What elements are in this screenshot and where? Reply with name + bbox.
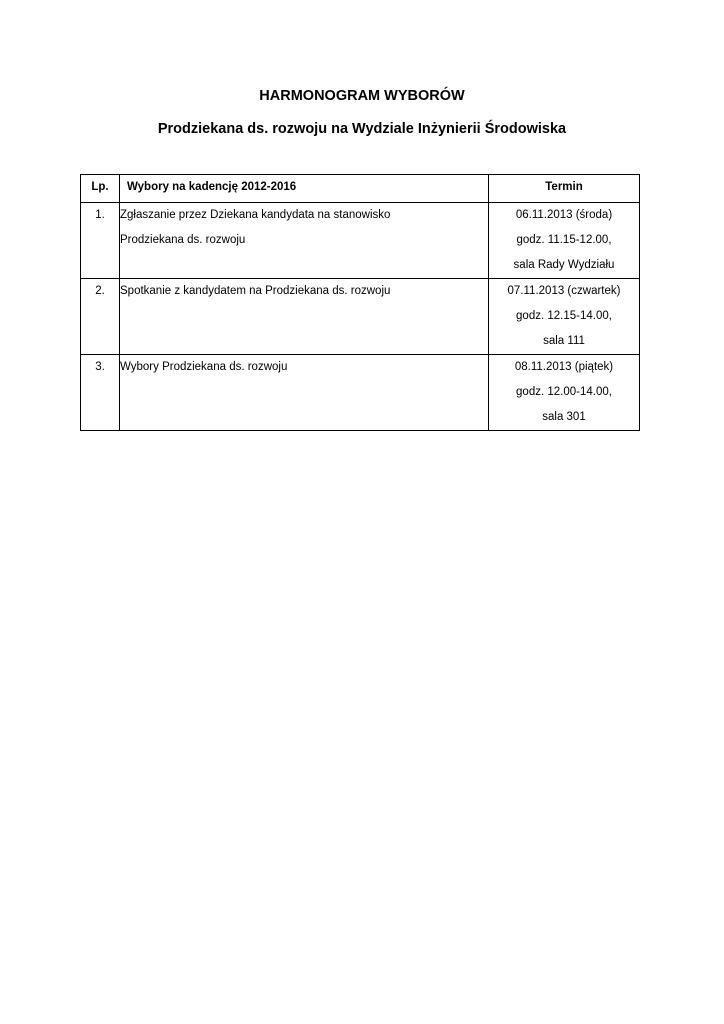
row-event xyxy=(120,279,489,355)
document-title: HARMONOGRAM WYBORÓW xyxy=(259,88,465,104)
row-term xyxy=(489,355,640,431)
row-number-text: 3. xyxy=(95,361,105,373)
table-row xyxy=(81,203,640,279)
term-time: godz. 12.00-14.00, xyxy=(516,386,612,398)
event-line: Prodziekana ds. rozwoju xyxy=(120,234,246,246)
row-number-text: 2. xyxy=(95,285,105,297)
term-date: 08.11.2013 (piątek) xyxy=(514,361,614,373)
table-row xyxy=(81,355,640,431)
schedule-table xyxy=(80,174,640,431)
row-term xyxy=(489,203,640,279)
term-date: 06.11.2013 (środa) xyxy=(515,209,613,221)
row-number-text: 1. xyxy=(95,209,105,221)
row-number xyxy=(81,355,120,431)
term-room: sala 111 xyxy=(543,335,585,347)
row-event xyxy=(120,355,489,431)
term-room: sala Rady Wydziału xyxy=(513,259,615,271)
document-subtitle: Prodziekana ds. rozwoju na Wydziale Inżynierii Środowiska xyxy=(157,121,567,137)
row-event xyxy=(120,203,489,279)
event-line: Wybory Prodziekana ds. rozwoju xyxy=(120,361,288,373)
table-row xyxy=(81,279,640,355)
term-time: godz. 11.15-12.00, xyxy=(516,234,612,246)
header-lp: Lp. xyxy=(81,175,120,203)
event-line: Zgłaszanie przez Dziekana kandydata na stanowisko xyxy=(120,209,391,221)
event-line: Spotkanie z kandydatem na Prodziekana ds. rozwoju xyxy=(120,285,391,297)
row-number xyxy=(81,203,120,279)
table-header-row xyxy=(81,175,640,203)
header-term: Termin xyxy=(489,175,640,203)
header-event: Wybory na kadencję 2012-2016 xyxy=(120,175,489,203)
term-time: godz. 12.15-14.00, xyxy=(516,310,612,322)
term-date: 07.11.2013 (czwartek) xyxy=(507,285,621,297)
row-number xyxy=(81,279,120,355)
term-room: sala 301 xyxy=(542,411,586,423)
row-term xyxy=(489,279,640,355)
